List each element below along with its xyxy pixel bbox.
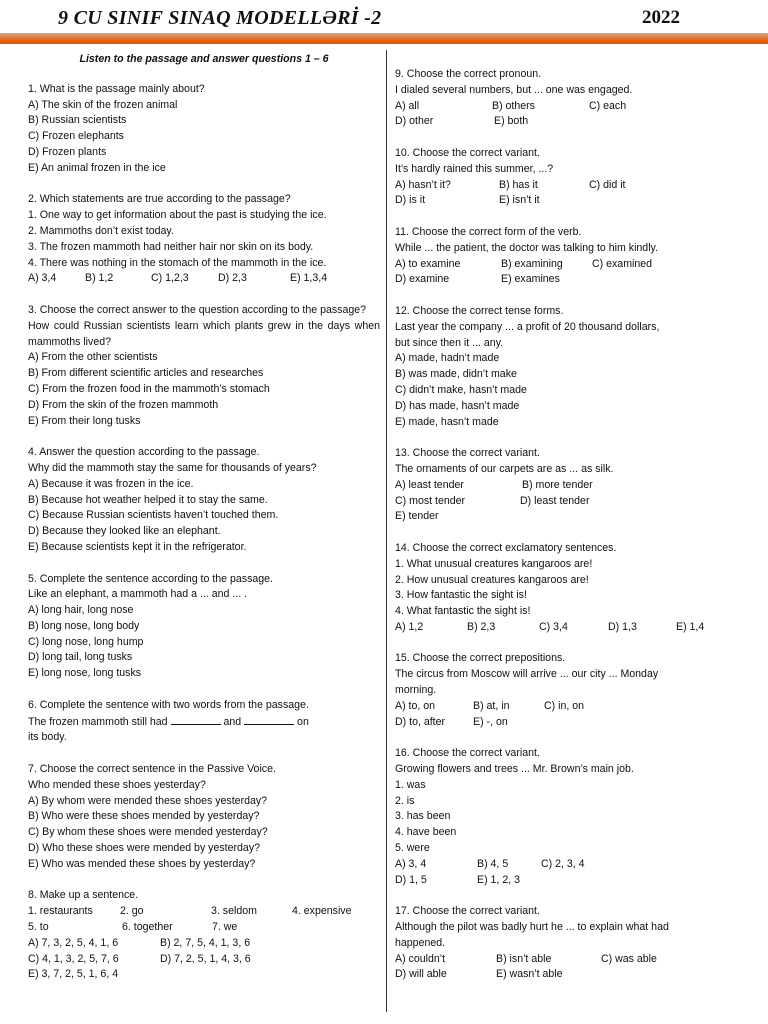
answer-option: C) From the frozen food in the mammoth’s stomach bbox=[28, 382, 270, 395]
answer-option: E) tender bbox=[395, 510, 439, 523]
page-header bbox=[0, 0, 768, 34]
question-text: Like an elephant, a mammoth had a ... and ... . bbox=[28, 588, 248, 601]
answer-option: B) was made, didn’t make bbox=[395, 368, 517, 381]
answer-option: B) Because hot weather helped it to stay the same. bbox=[28, 493, 268, 506]
answer-options-row bbox=[395, 99, 735, 115]
question-stem: . Choose the correct variant. bbox=[406, 905, 540, 918]
question-number: 16 bbox=[395, 747, 407, 760]
question-text: I dialed several numbers, but ... one was engaged. bbox=[395, 83, 633, 96]
word-item: 3. seldom bbox=[211, 905, 257, 918]
question-10 bbox=[395, 146, 735, 209]
statement: 3. has been bbox=[395, 810, 451, 823]
answer-option: E) both bbox=[494, 115, 529, 128]
answer-option: A) least tender bbox=[395, 478, 464, 491]
question-8 bbox=[28, 888, 380, 983]
answer-option: C) in, on bbox=[544, 699, 585, 712]
question-stem: . Answer the question according to the passage. bbox=[33, 446, 260, 459]
answer-option: A) to, on bbox=[395, 699, 436, 712]
answer-option: C) By whom these shoes were mended yesterday? bbox=[28, 826, 268, 839]
answer-blank-1[interactable] bbox=[171, 714, 221, 725]
answer-option: D) 7, 2, 5, 1, 4, 3, 6 bbox=[160, 952, 251, 965]
question-number: 7 bbox=[28, 763, 34, 776]
answer-options-row bbox=[395, 272, 735, 288]
question-text: Growing flowers and trees ... Mr. Brown’s main job. bbox=[395, 763, 634, 776]
question-stem: . Choose the correct form of the verb. bbox=[406, 225, 582, 238]
question-2 bbox=[28, 192, 380, 287]
sentence-part: The frozen mammoth still had bbox=[28, 715, 168, 728]
answer-blank-2[interactable] bbox=[244, 714, 294, 725]
answer-option: D) examine bbox=[395, 273, 450, 286]
question-number: 13 bbox=[395, 447, 407, 460]
answer-options-row bbox=[28, 271, 380, 287]
question-stem: . Choose the correct prepositions. bbox=[406, 652, 566, 665]
question-stem: . Complete the sentence according to the passage. bbox=[33, 572, 274, 585]
word-item: 5. to bbox=[28, 921, 49, 934]
answer-option: A) From the other scientists bbox=[28, 351, 158, 364]
word-item: 7. we bbox=[212, 921, 238, 934]
question-stem: . Choose the correct variant. bbox=[406, 747, 540, 760]
statement: 5. were bbox=[395, 842, 430, 855]
answer-options-row bbox=[395, 715, 735, 731]
question-stem: . Choose the correct sentence in the Passive Voice. bbox=[33, 763, 276, 776]
question-7 bbox=[28, 762, 380, 873]
question-text: Although the pilot was badly hurt he ... to explain what had bbox=[395, 921, 669, 934]
answer-options-row bbox=[395, 193, 735, 209]
answer-option: D) Frozen plants bbox=[28, 145, 107, 158]
sentence-part: and bbox=[223, 715, 242, 728]
word-item: 1. restaurants bbox=[28, 905, 93, 918]
question-text: While ... the patient, the doctor was talking to him kindly. bbox=[395, 241, 659, 254]
answer-option: A) to examine bbox=[395, 257, 461, 270]
listening-instructions: Listen to the passage and answer questions 1 – 6 bbox=[79, 53, 329, 65]
question-text: Who mended these shoes yesterday? bbox=[28, 778, 206, 791]
answer-option: E) wasn’t able bbox=[496, 968, 563, 981]
answer-options-row bbox=[395, 873, 735, 889]
question-12 bbox=[395, 304, 735, 430]
statement: 4. What fantastic the sight is! bbox=[395, 605, 531, 618]
answer-option: D) is it bbox=[395, 194, 426, 207]
sentence-part: on bbox=[297, 715, 309, 728]
answer-options-row bbox=[28, 936, 380, 952]
question-number: 17 bbox=[395, 905, 407, 918]
answer-option: B) others bbox=[492, 99, 535, 112]
answer-option: B) 2, 7, 5, 4, 1, 3, 6 bbox=[160, 936, 251, 949]
word-list-row bbox=[28, 904, 380, 920]
answer-option: A) long hair, long nose bbox=[28, 604, 134, 617]
answer-option: C) Frozen elephants bbox=[28, 130, 124, 143]
answer-option: B) 4, 5 bbox=[477, 857, 509, 870]
right-column bbox=[395, 67, 735, 983]
question-text: The ornaments of our carpets are as ... as silk. bbox=[395, 462, 614, 475]
question-number: 4 bbox=[28, 446, 34, 459]
column-divider bbox=[386, 50, 387, 1012]
answer-option: E) -, on bbox=[473, 715, 508, 728]
header-divider-bar bbox=[0, 33, 768, 44]
question-15 bbox=[395, 651, 735, 730]
question-number: 9 bbox=[395, 68, 401, 80]
answer-option: E) made, hasn’t made bbox=[395, 415, 499, 428]
answer-option: A) couldn’t bbox=[395, 952, 446, 965]
answer-options-row bbox=[395, 114, 735, 130]
answer-option: B) examining bbox=[501, 257, 563, 270]
answer-option: D) other bbox=[395, 115, 434, 128]
page-year: 2022 bbox=[642, 7, 680, 28]
answer-option: C) examined bbox=[592, 257, 653, 270]
question-stem: . Choose the correct exclamatory sentences. bbox=[406, 541, 617, 554]
question-stem: . Choose the correct answer to the question according to the passage? bbox=[33, 303, 367, 316]
answer-option: D) From the skin of the frozen mammoth bbox=[28, 398, 219, 411]
question-number: 11 bbox=[395, 225, 406, 238]
question-number: 2 bbox=[28, 193, 34, 206]
answer-option: A) The skin of the frozen animal bbox=[28, 98, 178, 111]
word-list-row bbox=[28, 920, 380, 936]
question-number: 5 bbox=[28, 572, 34, 585]
answer-option: C) 4, 1, 3, 2, 5, 7, 6 bbox=[28, 952, 119, 965]
answer-option: B) at, in bbox=[473, 699, 510, 712]
answer-option: E) examines bbox=[501, 273, 560, 286]
answer-option: B) Who were these shoes mended by yesterday? bbox=[28, 810, 260, 823]
statement: 3. The frozen mammoth had neither hair nor skin on its body. bbox=[28, 240, 314, 253]
answer-option: C) 2, 3, 4 bbox=[541, 857, 585, 870]
answer-option: E) 1, 2, 3 bbox=[477, 873, 520, 886]
answer-option: E) 1,3,4 bbox=[290, 272, 328, 285]
statement: 2. Mammoths don’t exist today. bbox=[28, 224, 174, 237]
answer-options-row bbox=[395, 952, 735, 968]
question-text: Why did the mammoth stay the same for thousands of years? bbox=[28, 461, 317, 474]
answer-option: A) hasn’t it? bbox=[395, 178, 451, 191]
question-3 bbox=[28, 303, 380, 429]
question-number: 1 bbox=[28, 82, 34, 95]
question-6 bbox=[28, 698, 380, 746]
question-text: How could Russian scientists learn which plants grew in the days when mammoths lived? bbox=[28, 319, 380, 348]
word-item: 6. together bbox=[122, 921, 173, 934]
question-stem: . Choose the correct variant. bbox=[406, 447, 540, 460]
statement: 4. There was nothing in the stomach of the mammoth in the ice. bbox=[28, 256, 327, 269]
question-stem: . What is the passage mainly about? bbox=[33, 82, 205, 95]
question-stem: . Choose the correct pronoun. bbox=[400, 68, 542, 80]
question-text: The circus from Moscow will arrive ... our city ... Monday bbox=[395, 668, 659, 681]
question-text: happened. bbox=[395, 936, 446, 949]
question-stem: . Choose the correct variant. bbox=[406, 146, 540, 159]
question-text: morning. bbox=[395, 684, 437, 697]
word-item: 4. expensive bbox=[292, 905, 352, 918]
question-number: 8 bbox=[28, 889, 34, 902]
answer-options-row bbox=[395, 620, 735, 636]
answer-option: C) didn’t make, hasn’t made bbox=[395, 383, 527, 396]
question-5 bbox=[28, 572, 380, 683]
answer-option: A) made, hadn’t made bbox=[395, 352, 500, 365]
word-item: 2. go bbox=[120, 905, 144, 918]
question-1 bbox=[28, 82, 380, 177]
answer-option: D) 1,3 bbox=[608, 620, 637, 633]
answer-option: D) least tender bbox=[520, 494, 590, 507]
answer-option: B) has it bbox=[499, 178, 538, 191]
answer-option: B) 2,3 bbox=[467, 620, 496, 633]
question-17 bbox=[395, 904, 735, 983]
question-stem: . Complete the sentence with two words from the passage. bbox=[33, 698, 309, 711]
answer-option: A) 3,4 bbox=[28, 272, 57, 285]
answer-option: B) Russian scientists bbox=[28, 114, 127, 127]
answer-option: E) From their long tusks bbox=[28, 414, 141, 427]
answer-option: D) 2,3 bbox=[218, 272, 247, 285]
answer-option: D) Who these shoes were mended by yesterday? bbox=[28, 842, 261, 855]
statement: 4. have been bbox=[395, 826, 457, 839]
answer-option: C) 3,4 bbox=[539, 620, 568, 633]
answer-options-row bbox=[395, 494, 735, 510]
question-number: 6 bbox=[28, 698, 34, 711]
question-stem: . Choose the correct tense forms. bbox=[406, 304, 564, 317]
question-number: 3 bbox=[28, 303, 34, 316]
answer-option: D) Because they looked like an elephant. bbox=[28, 525, 221, 538]
answer-option: A) Because it was frozen in the ice. bbox=[28, 477, 194, 490]
question-16 bbox=[395, 746, 735, 888]
answer-option: D) 1, 5 bbox=[395, 873, 427, 886]
answer-option: E) 1,4 bbox=[676, 620, 705, 633]
answer-options-row bbox=[395, 257, 735, 273]
answer-option: C) each bbox=[589, 99, 627, 112]
answer-options-row bbox=[395, 178, 735, 194]
answer-option: E) Because scientists kept it in the refrigerator. bbox=[28, 540, 247, 553]
statement: 2. How unusual creatures kangaroos are! bbox=[395, 573, 589, 586]
statement: 1. What unusual creatures kangaroos are! bbox=[395, 557, 593, 570]
answer-option: C) 1,2,3 bbox=[151, 272, 189, 285]
statement: 1. One way to get information about the past is studying the ice. bbox=[28, 209, 327, 222]
question-stem: . Which statements are true according to the passage? bbox=[33, 193, 291, 206]
answer-option: A) By whom were mended these shoes yesterday? bbox=[28, 794, 268, 807]
answer-option: B) long nose, long body bbox=[28, 619, 140, 632]
statement: 3. How fantastic the sight is! bbox=[395, 589, 527, 602]
answer-options-row bbox=[395, 967, 735, 983]
answer-options-row bbox=[395, 478, 735, 494]
question-11 bbox=[395, 225, 735, 288]
answer-option: C) long nose, long hump bbox=[28, 635, 144, 648]
answer-option: B) more tender bbox=[522, 478, 593, 491]
answer-option: B) From different scientific articles and researches bbox=[28, 367, 264, 380]
answer-option: B) isn’t able bbox=[496, 952, 552, 965]
answer-options-row bbox=[395, 857, 735, 873]
answer-option: B) 1,2 bbox=[85, 272, 114, 285]
question-4 bbox=[28, 445, 380, 556]
answer-option: C) was able bbox=[601, 952, 657, 965]
page-title: 9 CU SINIF SINAQ MODELLƏRİ -2 bbox=[58, 7, 382, 29]
question-text: Last year the company ... a profit of 20 thousand dollars, bbox=[395, 320, 660, 333]
answer-option: C) did it bbox=[589, 178, 626, 191]
answer-option: A) 7, 3, 2, 5, 4, 1, 6 bbox=[28, 936, 119, 949]
answer-option: A) 1,2 bbox=[395, 620, 424, 633]
question-text: but since then it ... any. bbox=[395, 336, 504, 349]
answer-option: C) Because Russian scientists haven’t touched them. bbox=[28, 509, 279, 522]
answer-options-row bbox=[28, 952, 380, 968]
answer-option: D) will able bbox=[395, 968, 447, 981]
answer-option: A) 3, 4 bbox=[395, 857, 427, 870]
answer-option: D) has made, hasn’t made bbox=[395, 399, 520, 412]
answer-option: E) long nose, long tusks bbox=[28, 667, 142, 680]
fill-in-sentence bbox=[28, 714, 380, 731]
answer-option: E) Who was mended these shoes by yesterday? bbox=[28, 857, 256, 870]
question-number: 15 bbox=[395, 652, 407, 665]
question-number: 14 bbox=[395, 541, 407, 554]
answer-option: C) most tender bbox=[395, 494, 466, 507]
answer-option: E) isn’t it bbox=[499, 194, 540, 207]
question-number: 10 bbox=[395, 146, 407, 159]
answer-option: E) An animal frozen in the ice bbox=[28, 161, 166, 174]
answer-option: E) 3, 7, 2, 5, 1, 6, 4 bbox=[28, 968, 119, 981]
answer-option: A) all bbox=[395, 99, 420, 112]
question-text: It’s hardly rained this summer, ...? bbox=[395, 162, 554, 175]
question-9 bbox=[395, 67, 735, 130]
question-13 bbox=[395, 446, 735, 525]
question-stem: . Make up a sentence. bbox=[33, 889, 139, 902]
answer-option: D) long tail, long tusks bbox=[28, 651, 133, 664]
answer-options-row bbox=[395, 699, 735, 715]
question-number: 12 bbox=[395, 304, 407, 317]
answer-option: D) to, after bbox=[395, 715, 446, 728]
sentence-part: its body. bbox=[28, 731, 67, 744]
statement: 1. was bbox=[395, 778, 426, 791]
statement: 2. is bbox=[395, 794, 415, 807]
question-14 bbox=[395, 541, 735, 636]
left-column bbox=[28, 52, 380, 983]
